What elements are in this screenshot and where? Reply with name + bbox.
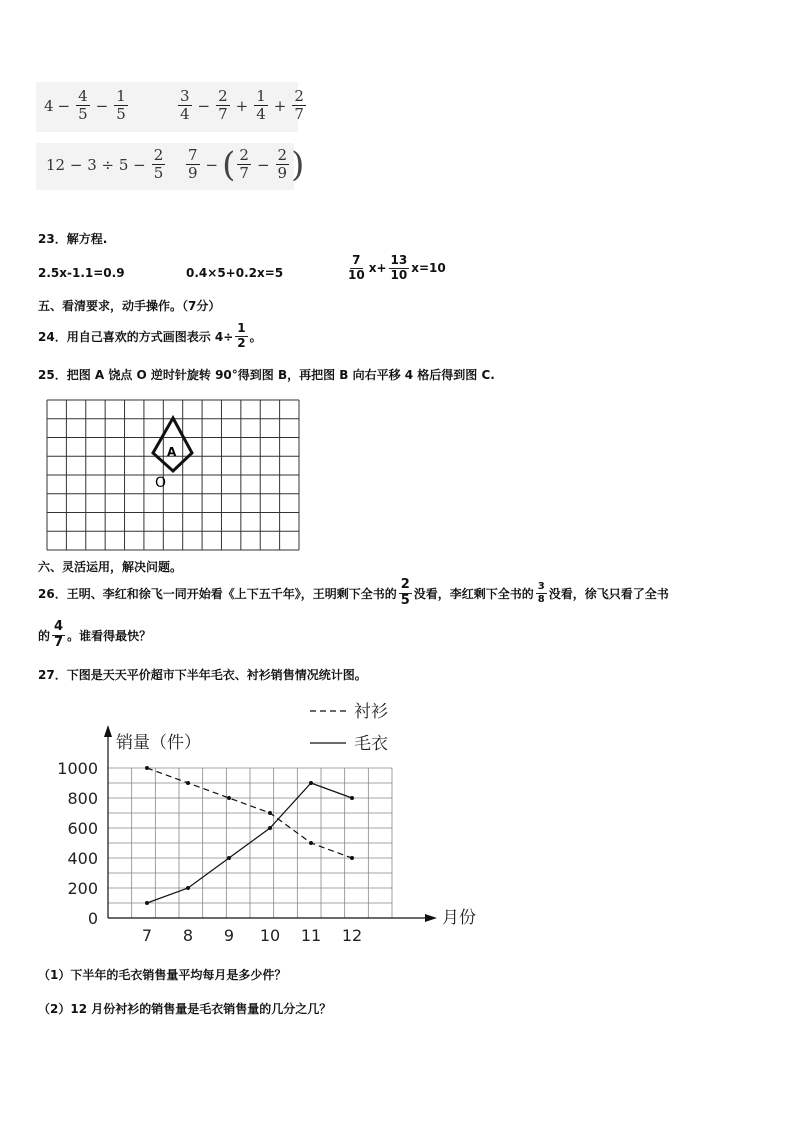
expr1-int: 4: [44, 96, 54, 115]
q26-line-2: [38, 620, 151, 651]
fraction: $\frac{7}{9}$: [188, 146, 198, 183]
y-axis-arrow: [104, 725, 112, 737]
grid-svg: [46, 399, 300, 551]
data-point: [350, 796, 354, 800]
rotation-grid: [46, 399, 300, 555]
x-axis-label: 月份: [442, 908, 476, 928]
x-axis-arrow: [425, 914, 437, 922]
expression-3: [46, 147, 167, 183]
fraction: $\frac{2}{7}$: [239, 146, 249, 183]
y-tick-label: 600: [67, 819, 98, 838]
data-point: [227, 796, 231, 800]
x-tick-label: 9: [223, 926, 235, 945]
q23-equation-1: 2.5x-1.1=0.9: [38, 266, 125, 280]
x-tick-label: 12: [341, 926, 363, 945]
fraction: $\frac{7}{10}$: [348, 253, 365, 282]
q27-sub-2: （2）12 月份衬衫的销售量是毛衣销售量的几分之几？: [38, 1002, 332, 1016]
x-tick-label: 8: [182, 926, 194, 945]
y-tick-label: 400: [67, 849, 98, 868]
fraction: $\frac{13}{10}$: [390, 253, 408, 282]
q25-text: 25．把图 A 饶点 O 逆时针旋转 90°得到图 B，再把图 B 向右平移 4 格后得到图 C.: [38, 368, 495, 382]
fraction: $\frac{3}{8}$: [537, 581, 545, 605]
data-point: [145, 766, 149, 770]
op-minus: −: [197, 96, 211, 115]
data-point: [309, 781, 313, 785]
y-tick-label: 800: [67, 789, 98, 808]
q26-part2: 没看，李红剩下全书的: [413, 586, 534, 601]
q26-part5: 。谁看得最快？: [67, 628, 152, 643]
x-tick-label: 10: [259, 926, 281, 945]
x-tick-label: 7: [141, 926, 153, 945]
sales-chart: [57, 695, 498, 954]
expression-2: [176, 88, 308, 124]
q27-sub-1: （1）下半年的毛衣销售量平均每月是多少件？: [38, 968, 287, 982]
x-tick-label: 11: [300, 926, 322, 945]
op-minus: −: [57, 96, 71, 115]
fraction: $\frac{2}{5}$: [153, 146, 164, 183]
legend-label: 衬衫: [354, 702, 388, 722]
q24: [38, 322, 262, 351]
point-o-label: O: [155, 475, 167, 491]
shape-a-label: A: [167, 445, 177, 459]
op-plus: +: [235, 96, 249, 115]
right-paren: ): [291, 144, 305, 185]
op-minus: −: [95, 96, 109, 115]
fraction: $\frac{2}{9}$: [277, 146, 288, 183]
data-point: [186, 781, 190, 785]
fraction: $\frac{2}{5}$: [400, 577, 410, 608]
y-tick-label: 0: [87, 909, 98, 928]
expression-4: [184, 144, 305, 185]
expression-1: [44, 88, 130, 124]
section-6-heading: 六、灵活运用，解决问题。: [38, 560, 183, 574]
fraction: $\frac{1}{2}$: [237, 321, 246, 350]
q24-prefix: 24．用自己喜欢的方式画图表示 4÷: [38, 329, 234, 344]
left-paren: (: [222, 144, 236, 185]
y-tick-label: 200: [67, 879, 98, 898]
op-plus: +: [273, 96, 287, 115]
section-5-heading: 五、看清要求，动手操作。（7分）: [38, 299, 221, 313]
q23-title: 23．解方程.: [38, 232, 108, 246]
legend-label: 毛衣: [354, 734, 388, 754]
eq3-tail: x=10: [411, 261, 446, 276]
fraction: $\frac{4}{5}$: [78, 87, 88, 124]
data-point: [309, 841, 313, 845]
y-axis-label: 销量（件）: [116, 733, 201, 753]
q23-equation-2: 0.4×5+0.2x=5: [186, 266, 284, 280]
q26-part1: 26．王明、李红和徐飞一同开始看《上下五千年》，王明剩下全书的: [38, 586, 397, 601]
data-point: [186, 886, 190, 890]
q26-part4: 的: [38, 628, 51, 643]
fraction: $\frac{3}{4}$: [180, 87, 190, 124]
q24-suffix: 。: [249, 329, 262, 344]
q26-part3: 没看，徐飞只看了全书: [548, 586, 669, 601]
fraction: $\frac{1}{4}$: [256, 87, 266, 124]
data-point: [268, 811, 272, 815]
y-tick-label: 1000: [57, 759, 98, 778]
expr3-text: 12 − 3 ÷ 5 −: [46, 155, 146, 174]
chart-svg: [57, 695, 498, 950]
data-point: [268, 826, 272, 830]
op-minus: −: [205, 155, 219, 174]
op-minus: −: [256, 155, 270, 174]
q23-equation-3: [344, 254, 446, 283]
q26-line-1: [38, 578, 669, 609]
data-point: [227, 856, 231, 860]
fraction: $\frac{2}{7}$: [294, 87, 304, 124]
fraction: $\frac{1}{5}$: [116, 87, 126, 124]
q27-title: 27．下图是天天平价超市下半年毛衣、衬衫销售情况统计图。: [38, 668, 367, 682]
fraction: $\frac{4}{7}$: [54, 619, 64, 650]
data-point: [350, 856, 354, 860]
fraction: $\frac{2}{7}$: [218, 87, 228, 124]
eq3-mid: x+: [368, 261, 387, 276]
data-point: [145, 901, 149, 905]
